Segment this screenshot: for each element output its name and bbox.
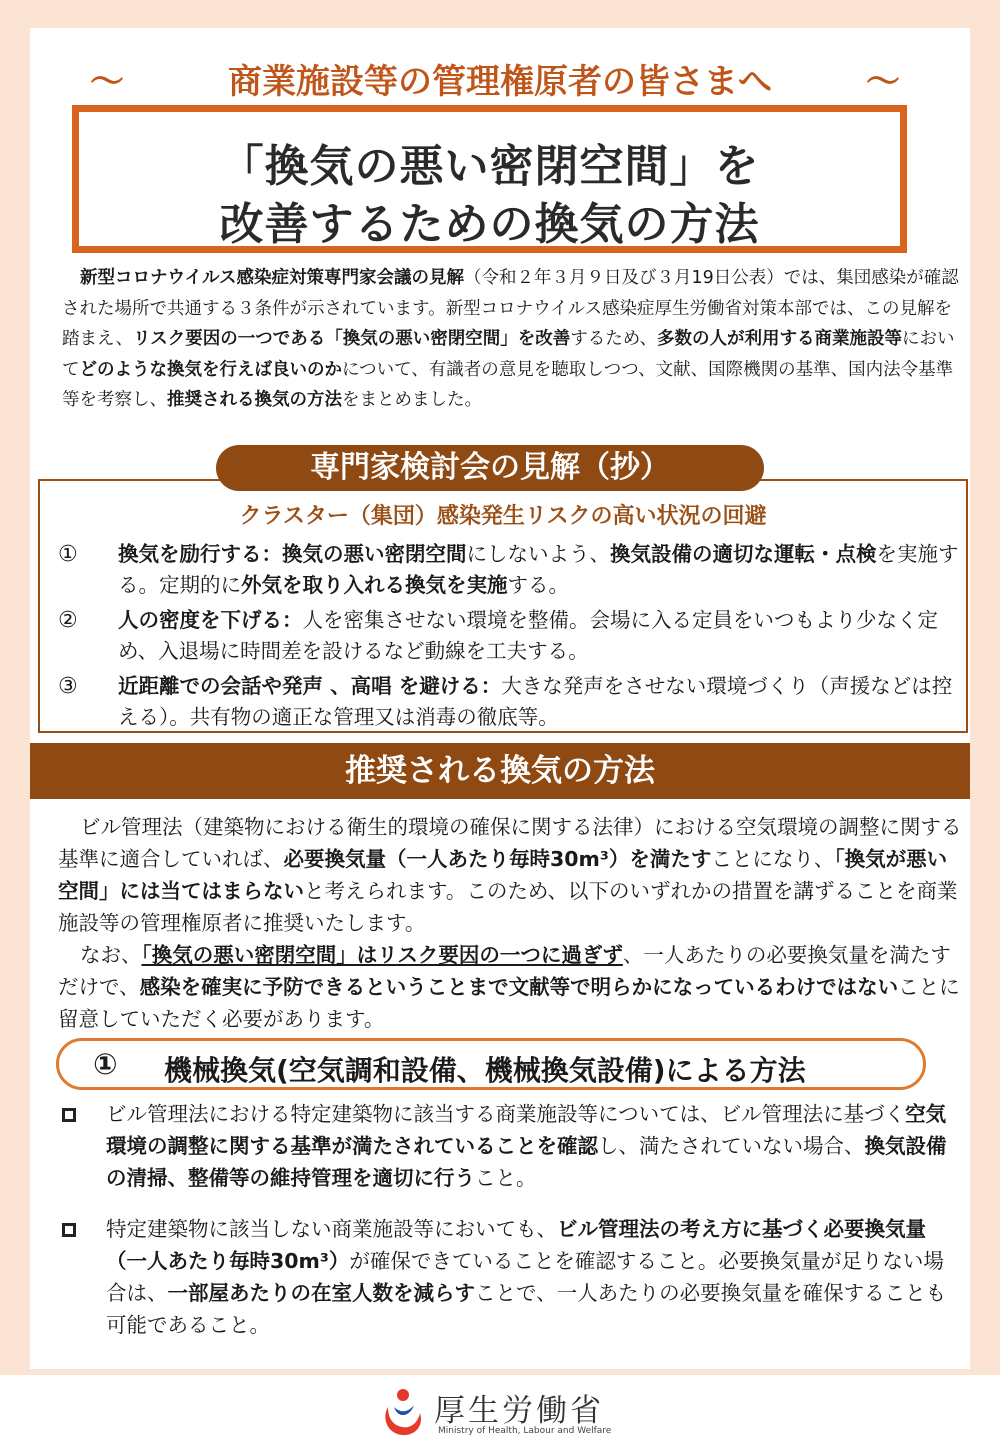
text-span: ビル管理法における特定建築物に該当する商業施設等については、ビル管理法に基づく [106, 1102, 906, 1126]
ministry-logo [378, 1385, 628, 1443]
point-text: する。 [507, 573, 569, 597]
intro-seg6: において [62, 329, 955, 380]
subtitle-text: 商業施設等の管理権原者の皆さまへ [228, 62, 772, 102]
text-span: と考えられます。このため、以下のいずれかの措置を講ずることを商業施設等の管理権原者に推奨いたします。 [58, 879, 958, 935]
point-number: ① [58, 542, 78, 567]
expert-heading-pill: 専門家検討会の見解（抄） [216, 445, 764, 491]
ministry-name-ja: 厚生労働省 [434, 1393, 604, 1429]
intro-seg7: どのような換気を行えば良いのか [79, 359, 342, 380]
text-span: ことになり、 [711, 847, 835, 871]
text-span: なお、 [80, 943, 142, 967]
point-number: ② [58, 608, 78, 633]
expert-opinion-box [38, 479, 968, 733]
recommended-text [58, 811, 963, 1035]
title-box [72, 105, 907, 253]
bold-span: 空気環境の調整に関する基準が満たされていることを確認 [106, 1102, 947, 1158]
text-span: 、一人あたりの必要換気量を満たすだけで、 [58, 943, 951, 999]
tilde-right: 〜 [866, 62, 900, 102]
intro-seg9: 推奨される換気の方法 [167, 390, 342, 410]
title-line-2: 改善するための換気の方法 [219, 199, 760, 250]
intro-seg3: リスク要因の一つである「換気の悪い密閉空間」を改善 [133, 329, 571, 349]
point-number: ③ [58, 674, 78, 699]
title-line-1: 「換気の悪い密閉空間」を [219, 141, 760, 192]
method1-bullets [58, 1098, 963, 1360]
expert-point-3 [54, 671, 959, 733]
intro-paragraph [62, 263, 962, 416]
bold-span: 一部屋あたりの在室人数を減らす [167, 1281, 475, 1305]
intro-seg5: 多数の人が利用する商業施設等 [657, 329, 903, 349]
bold-span: 感染を確実に予防できるということまで文献等で明らかになっているわけではない [139, 975, 899, 999]
bold-span: 換気設備の清掃、整備等の維持管理を適切に行う [106, 1134, 947, 1190]
expert-point-2 [54, 605, 959, 667]
intro-seg4: するため、 [570, 329, 658, 349]
text-span: ビル管理法（建築物における衛生的環境の確保に関する法律）における空気環境の調整に関する基準に適合していれば、 [58, 815, 962, 871]
point-bold: 人の密度を下げる： [118, 608, 303, 632]
ministry-name-en: Ministry of Health, Labour and Welfare [438, 1426, 612, 1436]
intro-seg2: （令和２年３月９日及び３月19日公表）では、集団感染が確認された場所で共通する３条件が示されています。新型コロナウイルス感染症厚生労働省対策本部では、この見解を踏まえ、 [62, 268, 959, 349]
point-text: を実施する。定期的に [118, 542, 959, 597]
method1-heading-pill [56, 1038, 926, 1090]
bold-span: 必要換気量（一人あたり毎時30m³）を満たす [283, 847, 712, 871]
text-span: ことで、一人あたりの必要換気量を確保することも可能であること。 [106, 1281, 947, 1337]
text-span: こと。 [475, 1166, 537, 1190]
point-bold: 近距離での会話や発声 、高唱 を避ける： [118, 674, 502, 698]
bold-span: ビル管理法の考え方に基づく必要換気量（一人あたり毎時30m³） [106, 1217, 926, 1273]
text-span: 特定建築物に該当しない商業施設等においても、 [106, 1217, 557, 1241]
point-bold: 外気を取り入れる換気を実施 [241, 573, 508, 597]
cluster-heading: クラスター（集団）感染発生リスクの高い状況の回避 [239, 504, 767, 529]
intro-seg1: 新型コロナウイルス感染症対策専門家会議の見解 [80, 268, 464, 288]
point-text: 人を密集させない環境を整備。会場に入る定員をいつもより少なく定め、入退場に時間差を設けるなど動線を工夫する。 [118, 608, 938, 663]
expert-points [54, 539, 959, 737]
checkbox-bullet-icon [62, 1108, 76, 1122]
mhlw-logo-icon [378, 1387, 428, 1439]
method1-title: 機械換気(空気調和設備、機械換気設備)による方法 [164, 1054, 806, 1087]
bullet-item-2 [58, 1213, 963, 1341]
recommended-heading-band: 推奨される換気の方法 [30, 743, 970, 799]
recommended-paragraph-2 [58, 939, 963, 1035]
text-span: し、満たされていない場合、 [598, 1134, 865, 1158]
text-span: が確保できていることを確認すること。必要換気量が足りない場合は、 [106, 1249, 944, 1305]
point-text: にしないよう、 [466, 542, 610, 566]
expert-point-1 [54, 539, 959, 601]
point-bold: 換気を励行する：換気の悪い密閉空間 [118, 542, 467, 566]
point-text: 大きな発声をさせない環境づくり（声援などは控える）。共有物の適正な管理又は消毒の徹底等。 [118, 674, 953, 729]
point-bold: 換気設備の適切な運転・点検 [610, 542, 877, 566]
bold-underlined-span: 「換気の悪い密閉空間」はリスク要因の一つに過ぎず [141, 943, 623, 967]
bullet-item-1 [58, 1098, 963, 1194]
bold-span: 「換気が悪い空間」には当てはまらない [58, 847, 948, 903]
intro-seg8: について、有識者の意見を聴取しつつ、文献、国際機関の基準、国内法令基準等を考察し、 [62, 359, 954, 410]
text-span: ことに留意していただく必要があります。 [58, 975, 960, 1031]
subtitle [60, 60, 940, 104]
tilde-left: 〜 [90, 62, 124, 102]
method1-number: ① [93, 1047, 118, 1081]
intro-seg10: をまとめました。 [342, 390, 482, 410]
checkbox-bullet-icon [62, 1223, 76, 1237]
recommended-paragraph-1 [58, 811, 963, 939]
